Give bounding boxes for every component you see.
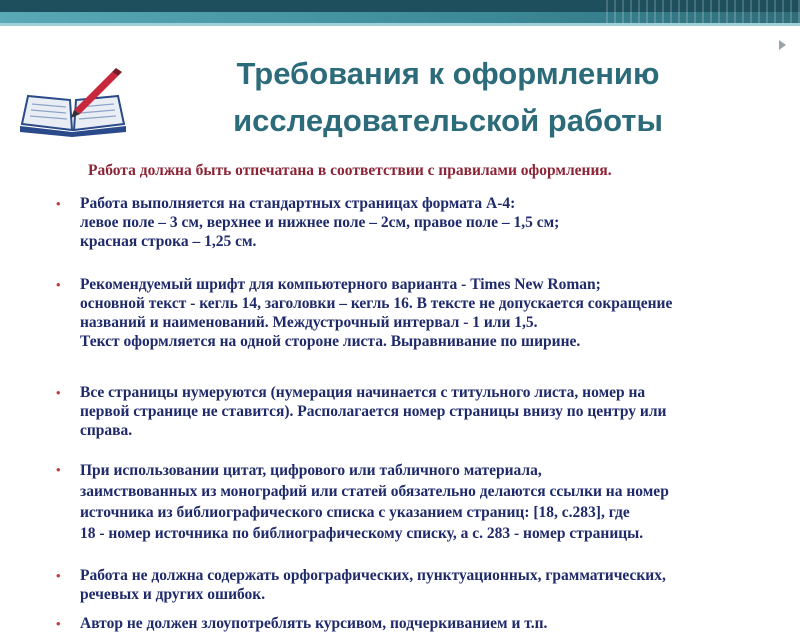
bullet-icon: • <box>56 568 61 583</box>
list-item-line: первой странице не ставится). Располагается номер страницы внизу по центру или <box>80 403 667 420</box>
bullet-icon: • <box>56 616 61 631</box>
list-item-line: При использовании цитат, цифрового или табличного материала, <box>80 462 542 479</box>
bullet-icon: • <box>56 196 61 211</box>
list-item-line: заимствованных из монографий или статей обязательно делаются ссылки на номер <box>80 483 669 500</box>
header-band-stripes <box>600 0 800 23</box>
list-item <box>52 275 782 351</box>
intro-text: Работа должна быть отпечатана в соответствии с правилами оформления. <box>88 162 612 179</box>
next-arrow-icon[interactable] <box>779 40 786 50</box>
list-item-line: левое поле – 3 см, верхнее и нижнее поле – 2см, правое поле – 1,5 см; <box>80 214 560 231</box>
list-item <box>52 383 782 440</box>
title-line-2: исследовательской работы <box>233 103 663 138</box>
list-item-line: 18 - номер источника по библиографическому списку, а с. 283 - номер страницы. <box>80 525 644 542</box>
list-item-line: Автор не должен злоупотреблять курсивом, подчеркиванием и т.п. <box>80 615 548 632</box>
slide-title <box>138 50 758 144</box>
header-band <box>0 0 800 23</box>
list-item-line: источника из библиографического списка с указанием страниц: [18, с.283], где <box>80 504 630 521</box>
list-item-line: речевых и других ошибок. <box>80 586 266 603</box>
open-book-with-pen-icon <box>18 66 128 138</box>
list-item-line: Текст оформляется на одной стороне листа. Выравнивание по ширине. <box>80 333 581 350</box>
list-item-line: Все страницы нумеруются (нумерация начинается с титульного листа, номер на <box>80 384 646 401</box>
list-item <box>52 194 782 251</box>
title-line-1: Требования к оформлению <box>236 56 660 91</box>
list-item <box>52 614 782 633</box>
list-item-line: красная строка – 1,25 см. <box>80 233 257 250</box>
list-item <box>52 566 782 604</box>
header-band-light <box>0 23 800 26</box>
list-item-line: Рекомендуемый шрифт для компьютерного варианта - Times New Roman; <box>80 276 601 293</box>
bullet-icon: • <box>56 385 61 400</box>
list-item-line: основной текст - кегль 14, заголовки – кегль 16. В тексте не допускается сокращение <box>80 295 673 312</box>
requirements-list <box>52 194 782 633</box>
list-item-line: справа. <box>80 422 133 439</box>
list-item-line: названий и наименований. Междустрочный интервал - 1 или 1,5. <box>80 314 538 331</box>
list-item-line: Работа выполняется на стандартных страницах формата А-4: <box>80 195 516 212</box>
bullet-icon: • <box>56 462 61 477</box>
bullet-icon: • <box>56 277 61 292</box>
list-item <box>52 460 782 544</box>
list-item-line: Работа не должна содержать орфографических, пунктуационных, грамматических, <box>80 567 666 584</box>
